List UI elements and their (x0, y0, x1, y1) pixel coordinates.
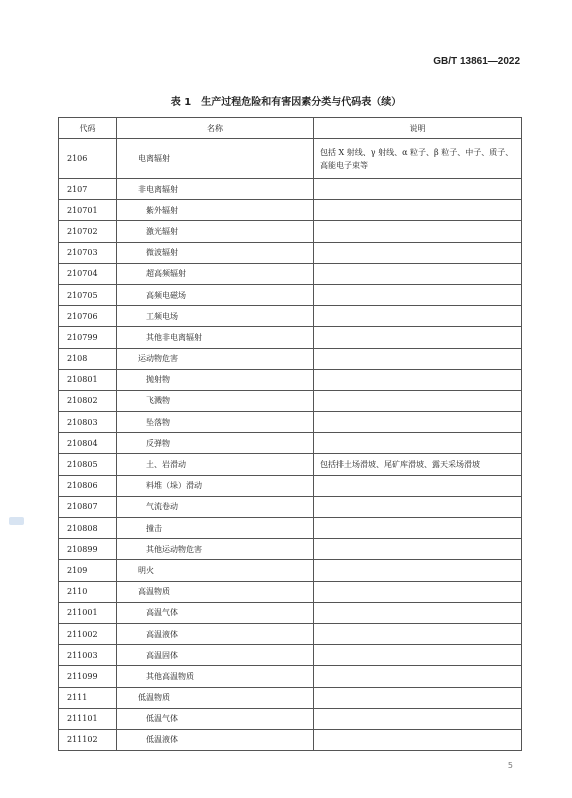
cell-description (314, 263, 522, 284)
cell-name: 土、岩滑动 (117, 454, 314, 475)
cell-name: 坠落物 (117, 412, 314, 433)
cell-code: 210802 (59, 390, 117, 411)
cell-name: 工频电场 (117, 306, 314, 327)
table-row (59, 602, 522, 623)
cell-name: 电离辐射 (117, 139, 314, 179)
cell-name: 其他非电离辐射 (117, 327, 314, 348)
cell-name: 紫外辐射 (117, 200, 314, 221)
cell-description (314, 708, 522, 729)
cell-code: 210701 (59, 200, 117, 221)
cell-name: 非电离辐射 (117, 179, 314, 200)
cell-code: 210705 (59, 284, 117, 305)
table-row (59, 729, 522, 750)
cell-code: 210899 (59, 539, 117, 560)
table-row (59, 518, 522, 539)
table-row (59, 560, 522, 581)
table-row (59, 242, 522, 263)
cell-code: 210804 (59, 433, 117, 454)
table-row (59, 390, 522, 411)
table-row (59, 539, 522, 560)
table-row (59, 139, 522, 179)
table-header-row (59, 118, 522, 139)
cell-description (314, 496, 522, 517)
page-number: 5 (507, 761, 513, 770)
cell-description (314, 284, 522, 305)
cell-name: 飞溅物 (117, 390, 314, 411)
cell-description (314, 623, 522, 644)
cell-name: 气流卷动 (117, 496, 314, 517)
cell-name: 反弹物 (117, 433, 314, 454)
cell-code: 210808 (59, 518, 117, 539)
cell-description: 包括 X 射线、γ 射线、α 粒子、β 粒子、中子、质子、高能电子束等 (314, 139, 522, 179)
cell-code: 210706 (59, 306, 117, 327)
table-row (59, 581, 522, 602)
cell-description (314, 475, 522, 496)
cell-code: 210704 (59, 263, 117, 284)
cell-name: 低温气体 (117, 708, 314, 729)
table-row (59, 496, 522, 517)
table-row (59, 645, 522, 666)
hazard-code-table (58, 117, 522, 751)
cell-name: 高温固体 (117, 645, 314, 666)
cell-description (314, 666, 522, 687)
column-header-code: 代码 (59, 118, 117, 139)
table-row (59, 284, 522, 305)
table-title: 表 1 生产过程危险和有害因素分类与代码表（续） (170, 97, 402, 108)
cell-description (314, 242, 522, 263)
cell-description (314, 539, 522, 560)
table-body (59, 139, 522, 751)
cell-description (314, 645, 522, 666)
table-row (59, 412, 522, 433)
cell-name: 料堆（垛）滑动 (117, 475, 314, 496)
cell-description (314, 390, 522, 411)
cell-description (314, 221, 522, 242)
table-row (59, 433, 522, 454)
table-row (59, 221, 522, 242)
cell-name: 高温气体 (117, 602, 314, 623)
table-row (59, 306, 522, 327)
cell-code: 2107 (59, 179, 117, 200)
cell-code: 210807 (59, 496, 117, 517)
cell-name: 低温物质 (117, 687, 314, 708)
cell-code: 211099 (59, 666, 117, 687)
cell-code: 210703 (59, 242, 117, 263)
cell-name: 其他高温物质 (117, 666, 314, 687)
cell-description (314, 306, 522, 327)
cell-code: 211101 (59, 708, 117, 729)
cell-description (314, 729, 522, 750)
cell-name: 撞击 (117, 518, 314, 539)
cell-description (314, 327, 522, 348)
column-header-name: 名称 (117, 118, 314, 139)
cell-description (314, 412, 522, 433)
cell-description (314, 179, 522, 200)
standard-code: GB/T 13861—2022 (433, 56, 520, 67)
cell-code: 211001 (59, 602, 117, 623)
side-tab-marker (9, 517, 24, 525)
cell-description (314, 560, 522, 581)
cell-description (314, 581, 522, 602)
table-row (59, 263, 522, 284)
cell-code: 210805 (59, 454, 117, 475)
table-row (59, 454, 522, 475)
cell-name: 微波辐射 (117, 242, 314, 263)
table-row (59, 348, 522, 369)
table-row (59, 708, 522, 729)
cell-name: 高温液体 (117, 623, 314, 644)
cell-code: 2109 (59, 560, 117, 581)
cell-code: 210799 (59, 327, 117, 348)
table-row (59, 179, 522, 200)
table-row (59, 327, 522, 348)
cell-description (314, 602, 522, 623)
table-row (59, 687, 522, 708)
cell-name: 运动物危害 (117, 348, 314, 369)
cell-description (314, 200, 522, 221)
cell-code: 2110 (59, 581, 117, 602)
table-row (59, 666, 522, 687)
cell-name: 超高频辐射 (117, 263, 314, 284)
cell-description (314, 433, 522, 454)
cell-name: 其他运动物危害 (117, 539, 314, 560)
cell-code: 211102 (59, 729, 117, 750)
cell-name: 高温物质 (117, 581, 314, 602)
cell-code: 211002 (59, 623, 117, 644)
cell-code: 2106 (59, 139, 117, 179)
cell-code: 210702 (59, 221, 117, 242)
cell-name: 激光辐射 (117, 221, 314, 242)
cell-name: 明火 (117, 560, 314, 581)
cell-code: 210806 (59, 475, 117, 496)
cell-code: 210801 (59, 369, 117, 390)
table-row (59, 200, 522, 221)
table-row (59, 623, 522, 644)
cell-description (314, 348, 522, 369)
cell-description (314, 369, 522, 390)
cell-name: 高频电磁场 (117, 284, 314, 305)
table-row (59, 369, 522, 390)
cell-code: 211003 (59, 645, 117, 666)
cell-code: 2111 (59, 687, 117, 708)
cell-description (314, 687, 522, 708)
cell-name: 低温液体 (117, 729, 314, 750)
cell-code: 210803 (59, 412, 117, 433)
cell-description (314, 518, 522, 539)
column-header-description: 说明 (314, 118, 522, 139)
cell-code: 2108 (59, 348, 117, 369)
cell-name: 抛射物 (117, 369, 314, 390)
cell-description: 包括排土场滑坡、尾矿库滑坡、露天采场滑坡 (314, 454, 522, 475)
table-row (59, 475, 522, 496)
